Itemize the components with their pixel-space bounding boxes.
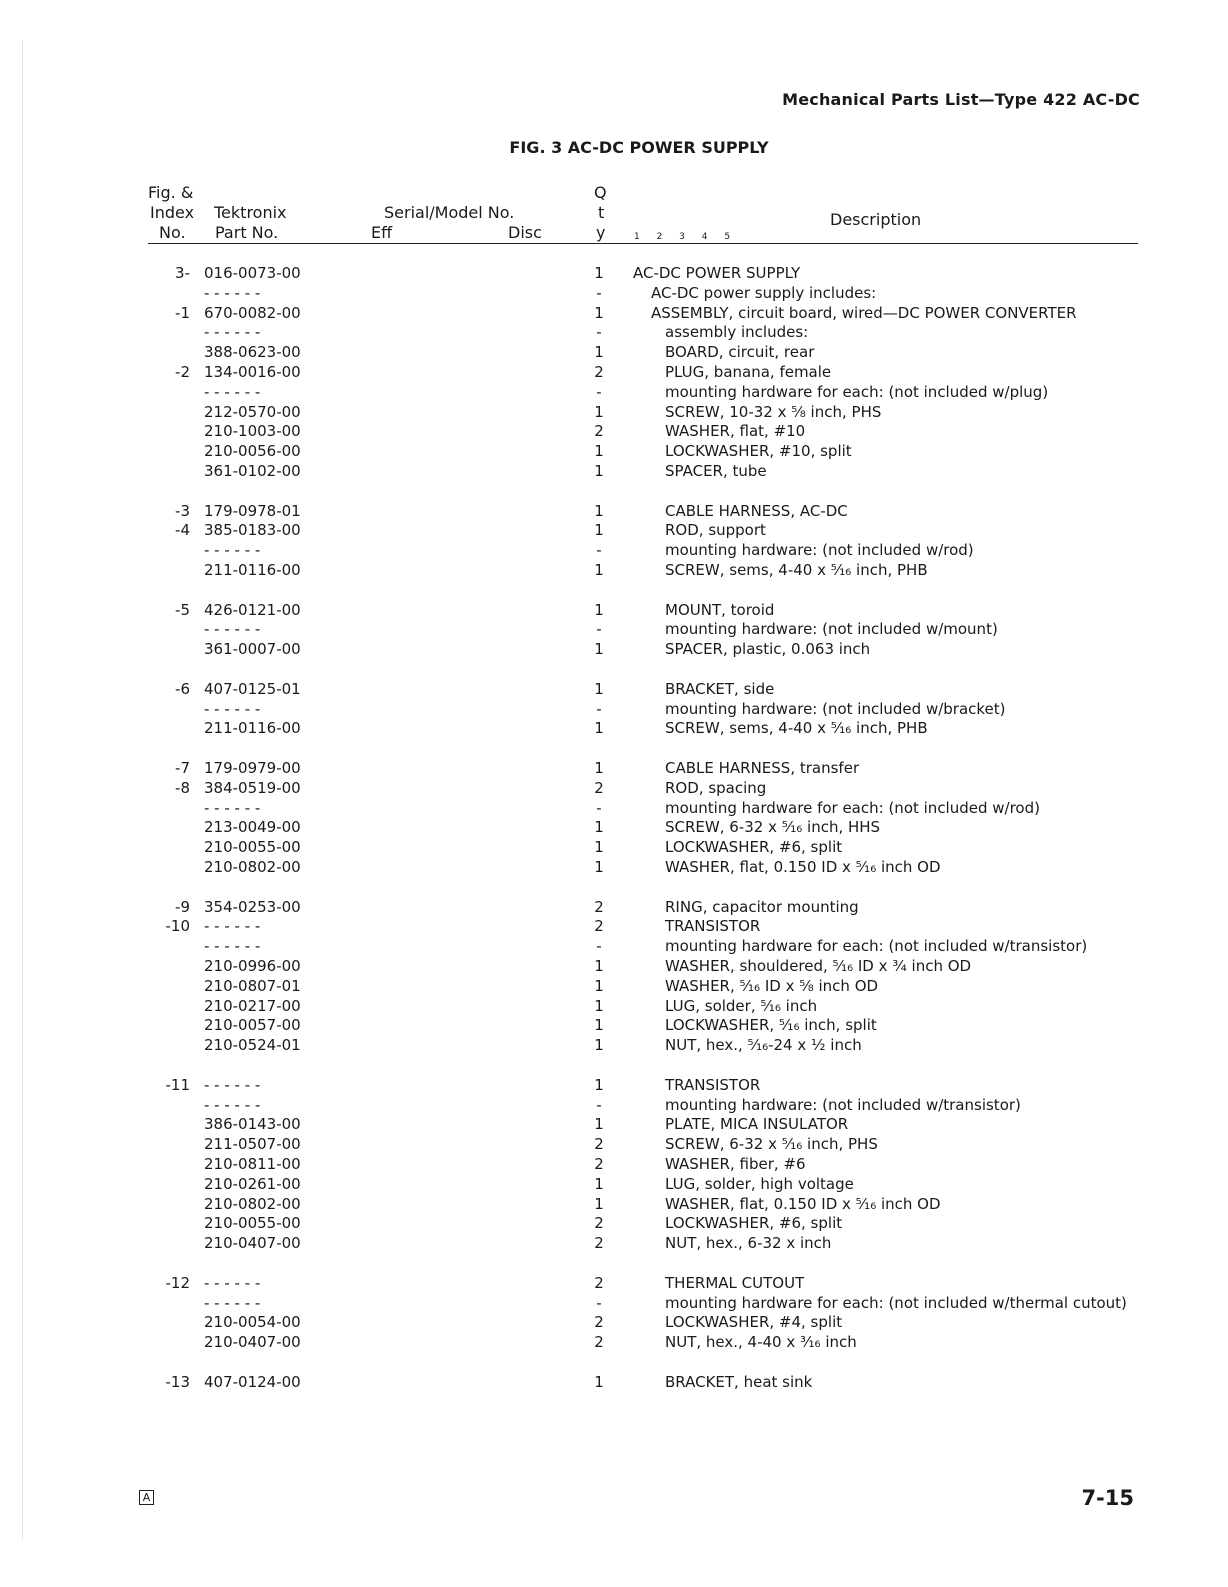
quantity: 2	[594, 917, 604, 936]
table-row	[0, 976, 1228, 996]
description: LOCKWASHER, #4, split	[665, 1313, 843, 1332]
table-row	[0, 520, 1228, 540]
quantity: 2	[594, 1135, 604, 1154]
part-number: - - - - - -	[204, 1095, 261, 1114]
part-number: - - - - - -	[204, 541, 261, 560]
part-number: 426-0121-00	[204, 600, 301, 619]
quantity: 1	[594, 521, 604, 540]
table-row	[0, 718, 1228, 738]
col-part-line1: Tektronix	[214, 203, 287, 222]
part-number: 211-0507-00	[204, 1135, 301, 1154]
quantity: 1	[594, 343, 604, 362]
description: MOUNT, toroid	[665, 600, 775, 619]
col-serial: Serial/Model No.	[384, 203, 515, 222]
description: LOCKWASHER, ⁵⁄₁₆ inch, split	[665, 1016, 877, 1035]
table-row	[0, 421, 1228, 441]
description: LUG, solder, high voltage	[665, 1174, 854, 1193]
quantity: 1	[594, 957, 604, 975]
part-number: - - - - - -	[204, 283, 261, 302]
description: WASHER, flat, 0.150 ID x ⁵⁄₁₆ inch OD	[665, 858, 941, 876]
part-number: 361-0007-00	[204, 640, 301, 659]
col-eff: Eff	[371, 223, 393, 242]
description: mounting hardware for each: (not included w/thermal cutout)	[665, 1293, 1127, 1312]
table-row	[0, 461, 1228, 481]
description: AC-DC POWER SUPPLY	[633, 264, 801, 282]
part-number: 179-0978-01	[204, 501, 301, 520]
table-row	[0, 837, 1228, 857]
description: PLATE, MICA INSULATOR	[665, 1115, 849, 1134]
description: BRACKET, heat sink	[665, 1372, 813, 1391]
description: NUT, hex., 4-40 x ³⁄₁₆ inch	[665, 1333, 857, 1352]
description: mounting hardware for each: (not included w/plug)	[665, 382, 1049, 401]
table-row	[0, 1273, 1228, 1293]
table-row	[0, 778, 1228, 798]
part-number: - - - - - -	[204, 917, 261, 936]
part-number: 211-0116-00	[204, 719, 301, 738]
description: AC-DC power supply includes:	[651, 283, 877, 302]
table-row	[0, 1015, 1228, 1035]
figure-title: FIG. 3 AC-DC POWER SUPPLY	[509, 138, 769, 157]
description: WASHER, ⁵⁄₁₆ ID x ⁵⁄₈ inch OD	[665, 976, 879, 995]
part-number: 386-0143-00	[204, 1115, 301, 1134]
quantity: -	[596, 937, 602, 956]
table-row	[0, 619, 1228, 639]
quantity: 2	[594, 1155, 604, 1173]
quantity: 1	[594, 976, 604, 995]
quantity: -	[596, 283, 602, 302]
table-row	[0, 540, 1228, 560]
quantity: 1	[594, 1194, 604, 1213]
quantity: -	[596, 798, 602, 817]
quantity: 2	[594, 1313, 604, 1332]
quantity: 1	[594, 818, 604, 837]
table-row	[0, 441, 1228, 461]
description: SCREW, sems, 4-40 x ⁵⁄₁₆ inch, PHB	[665, 719, 928, 738]
table-row	[0, 996, 1228, 1016]
part-number: 361-0102-00	[204, 462, 301, 480]
description: CABLE HARNESS, AC-DC	[665, 501, 848, 520]
quantity: 1	[594, 1372, 604, 1391]
quantity: 1	[594, 1075, 604, 1094]
quantity: 1	[594, 640, 604, 659]
table-row	[0, 798, 1228, 818]
table-row	[0, 1312, 1228, 1332]
table-row	[0, 1233, 1228, 1253]
table-row	[0, 501, 1228, 521]
fig-index: -8	[175, 778, 190, 797]
quantity: -	[596, 382, 602, 401]
quantity: 1	[594, 719, 604, 738]
description: RING, capacitor mounting	[665, 897, 859, 916]
description: SPACER, plastic, 0.063 inch	[665, 640, 871, 659]
quantity: 2	[594, 1273, 604, 1292]
description: THERMAL CUTOUT	[665, 1273, 805, 1292]
revision-mark: A	[139, 1490, 154, 1505]
indent-scale: 1 2 3 4 5	[634, 232, 738, 242]
part-number: 407-0124-00	[204, 1372, 301, 1391]
quantity: 1	[594, 838, 604, 857]
col-description: Description	[830, 210, 922, 229]
part-number: - - - - - -	[204, 1293, 261, 1312]
description: TRANSISTOR	[665, 1075, 761, 1094]
description: WASHER, flat, #10	[665, 422, 806, 441]
table-row	[0, 322, 1228, 342]
part-number: - - - - - -	[204, 798, 261, 817]
description: mounting hardware: (not included w/bracket)	[665, 699, 1006, 718]
part-number: 134-0016-00	[204, 363, 301, 381]
description: TRANSISTOR	[665, 917, 761, 936]
quantity: -	[596, 323, 602, 342]
quantity: 2	[594, 363, 604, 381]
description: mounting hardware for each: (not included w/rod)	[665, 798, 1040, 817]
part-number: 210-0811-00	[204, 1155, 301, 1173]
table-row	[0, 1194, 1228, 1214]
part-number: - - - - - -	[204, 382, 261, 401]
table-row	[0, 956, 1228, 976]
quantity: 1	[594, 402, 604, 421]
description: BRACKET, side	[665, 679, 775, 698]
table-row	[0, 1035, 1228, 1055]
quantity: 1	[594, 501, 604, 520]
fig-index: -12	[165, 1273, 190, 1292]
table-row	[0, 936, 1228, 956]
description: NUT, hex., ⁵⁄₁₆-24 x ¹⁄₂ inch	[665, 1036, 862, 1055]
description: ASSEMBLY, circuit board, wired—DC POWER CONVERTER	[651, 303, 1077, 322]
part-number: 210-0802-00	[204, 858, 301, 876]
quantity: 2	[594, 778, 604, 797]
fig-index: -6	[175, 679, 190, 698]
quantity: -	[596, 699, 602, 718]
quantity: 2	[594, 422, 604, 441]
description: mounting hardware: (not included w/mount)	[665, 620, 998, 639]
part-number: 210-0802-00	[204, 1194, 301, 1213]
table-row	[0, 1174, 1228, 1194]
page-header: Mechanical Parts List—Type 422 AC-DC	[782, 90, 1140, 109]
fig-index: -3	[175, 501, 190, 520]
table-row	[0, 817, 1228, 837]
table-row	[0, 699, 1228, 719]
description: SCREW, 6-32 x ⁵⁄₁₆ inch, HHS	[665, 818, 881, 837]
table-row	[0, 1154, 1228, 1174]
fig-index: -7	[175, 759, 190, 777]
quantity: 2	[594, 897, 604, 916]
part-number: 354-0253-00	[204, 897, 301, 916]
part-number: - - - - - -	[204, 1273, 261, 1292]
col-fig-line2: Index	[150, 203, 195, 222]
part-number: 210-0407-00	[204, 1333, 301, 1352]
description: SPACER, tube	[665, 462, 767, 480]
description: LOCKWASHER, #6, split	[665, 1214, 843, 1233]
description: WASHER, flat, 0.150 ID x ⁵⁄₁₆ inch OD	[665, 1194, 941, 1213]
description: PLUG, banana, female	[665, 363, 832, 381]
table-row	[0, 1134, 1228, 1154]
fig-index: 3-	[175, 264, 190, 282]
table-row	[0, 1213, 1228, 1233]
description: LOCKWASHER, #10, split	[665, 442, 852, 461]
quantity: 1	[594, 600, 604, 619]
page-number: 7-15	[1081, 1486, 1134, 1510]
fig-index: -13	[165, 1372, 190, 1391]
fig-index: -9	[175, 897, 190, 916]
part-number: 407-0125-01	[204, 679, 301, 698]
table-row	[0, 560, 1228, 580]
description: mounting hardware: (not included w/rod)	[665, 541, 974, 560]
part-number: 212-0570-00	[204, 402, 301, 421]
table-row	[0, 600, 1228, 620]
description: mounting hardware for each: (not included w/transistor)	[665, 937, 1088, 956]
col-part-line2: Part No.	[215, 223, 279, 242]
description: ROD, support	[665, 521, 766, 540]
fig-index: -2	[175, 363, 190, 381]
table-row	[0, 1095, 1228, 1115]
part-number: 213-0049-00	[204, 818, 301, 837]
col-fig-line1: Fig. &	[148, 183, 194, 202]
quantity: -	[596, 620, 602, 639]
part-number: 210-0057-00	[204, 1016, 301, 1035]
table-row	[0, 1372, 1228, 1392]
part-number: 384-0519-00	[204, 778, 301, 797]
fig-index: -10	[165, 917, 190, 936]
quantity: 1	[594, 303, 604, 322]
description: assembly includes:	[665, 323, 809, 342]
table-row	[0, 1293, 1228, 1313]
part-number: 210-0261-00	[204, 1174, 301, 1193]
table-row	[0, 758, 1228, 778]
description: WASHER, shouldered, ⁵⁄₁₆ ID x ³⁄₄ inch OD	[665, 957, 972, 975]
quantity: 1	[594, 1036, 604, 1055]
description: LUG, solder, ⁵⁄₁₆ inch	[665, 996, 818, 1015]
fig-index: -5	[175, 600, 190, 619]
quantity: 1	[594, 264, 604, 282]
part-number: 210-0524-01	[204, 1036, 301, 1055]
part-number: 210-0055-00	[204, 838, 301, 857]
table-row	[0, 916, 1228, 936]
quantity: 1	[594, 561, 604, 579]
quantity: 1	[594, 442, 604, 461]
description: LOCKWASHER, #6, split	[665, 838, 843, 857]
table-row	[0, 679, 1228, 699]
part-number: 210-0407-00	[204, 1234, 301, 1253]
part-number: - - - - - -	[204, 699, 261, 718]
table-row	[0, 263, 1228, 283]
part-number: - - - - - -	[204, 620, 261, 639]
table-row	[0, 382, 1228, 402]
part-number: 210-0056-00	[204, 442, 301, 461]
part-number: 179-0979-00	[204, 759, 301, 777]
col-qty-t: t	[598, 203, 605, 222]
table-row	[0, 1332, 1228, 1352]
table-row	[0, 402, 1228, 422]
table-row	[0, 362, 1228, 382]
table-row	[0, 303, 1228, 323]
col-qty-q: Q	[594, 183, 607, 202]
table-row	[0, 897, 1228, 917]
table-row	[0, 1114, 1228, 1134]
quantity: -	[596, 1293, 602, 1312]
quantity: -	[596, 541, 602, 560]
part-number: - - - - - -	[204, 323, 261, 342]
fig-index: -4	[175, 521, 190, 540]
header-rule	[148, 243, 1138, 244]
part-number: 210-0807-01	[204, 976, 301, 995]
table-row	[0, 1075, 1228, 1095]
quantity: 1	[594, 462, 604, 480]
quantity: 2	[594, 1333, 604, 1352]
part-number: 211-0116-00	[204, 561, 301, 579]
part-number: 210-1003-00	[204, 422, 301, 441]
part-number: - - - - - -	[204, 937, 261, 956]
description: SCREW, 6-32 x ⁵⁄₁₆ inch, PHS	[665, 1135, 878, 1154]
description: NUT, hex., 6-32 x inch	[665, 1234, 832, 1253]
part-number: 210-0217-00	[204, 996, 301, 1015]
quantity: 1	[594, 679, 604, 698]
col-qty-y: y	[596, 223, 606, 242]
description: ROD, spacing	[665, 778, 767, 797]
quantity: 1	[594, 1174, 604, 1193]
quantity: 1	[594, 858, 604, 876]
part-number: - - - - - -	[204, 1075, 261, 1094]
table-row	[0, 639, 1228, 659]
col-fig-line3: No.	[159, 223, 186, 242]
description: WASHER, fiber, #6	[665, 1155, 806, 1173]
description: SCREW, sems, 4-40 x ⁵⁄₁₆ inch, PHB	[665, 561, 928, 579]
description: SCREW, 10-32 x ⁵⁄₈ inch, PHS	[665, 402, 882, 421]
quantity: 2	[594, 1234, 604, 1253]
part-number: 210-0055-00	[204, 1214, 301, 1233]
quantity: -	[596, 1095, 602, 1114]
description: mounting hardware: (not included w/transistor)	[665, 1095, 1021, 1114]
quantity: 1	[594, 1016, 604, 1035]
fig-index: -1	[175, 303, 190, 322]
fig-index: -11	[165, 1075, 190, 1094]
quantity: 2	[594, 1214, 604, 1233]
description: BOARD, circuit, rear	[665, 343, 815, 362]
quantity: 1	[594, 1115, 604, 1134]
part-number: 016-0073-00	[204, 264, 301, 282]
part-number: 210-0996-00	[204, 957, 301, 975]
table-row	[0, 342, 1228, 362]
col-disc: Disc	[508, 223, 542, 242]
part-number: 388-0623-00	[204, 343, 301, 362]
table-row	[0, 857, 1228, 877]
part-number: 385-0183-00	[204, 521, 301, 540]
part-number: 210-0054-00	[204, 1313, 301, 1332]
part-number: 670-0082-00	[204, 303, 301, 322]
quantity: 1	[594, 759, 604, 777]
description: CABLE HARNESS, transfer	[665, 759, 860, 777]
quantity: 1	[594, 996, 604, 1015]
table-row	[0, 283, 1228, 303]
